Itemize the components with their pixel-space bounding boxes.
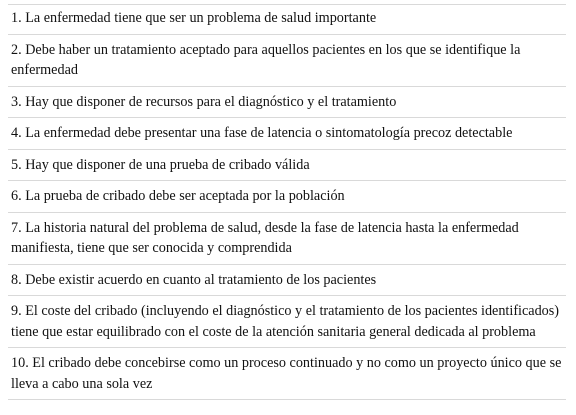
table-row [8,118,566,150]
table-row [8,264,566,296]
criterion-3: 3. Hay que disponer de recursos para el diagnóstico y el tratamiento [8,86,566,118]
criterion-7: 7. La historia natural del problema de salud, desde la fase de latencia hasta la enfermedad manifiesta, tiene que ser conocida y comprendida [8,212,566,264]
table-row [8,296,566,348]
criterion-8: 8. Debe existir acuerdo en cuanto al tratamiento de los pacientes [8,264,566,296]
criterion-9: 9. El coste del cribado (incluyendo el diagnóstico y el tratamiento de los pacientes identificados) tiene que estar equilibrado con el coste de la atención sanitaria general dedicada al problema [8,296,566,348]
screening-criteria-table [8,4,566,400]
criterion-1: 1. La enfermedad tiene que ser un problema de salud importante [8,5,566,35]
table-row [8,34,566,86]
criterion-5: 5. Hay que disponer de una prueba de cribado válida [8,149,566,181]
criterion-10: 10. El cribado debe concebirse como un proceso continuado y no como un proyecto único que se lleva a cabo una sola vez [8,348,566,400]
criterion-6: 6. La prueba de cribado debe ser aceptada por la población [8,181,566,213]
table-row [8,181,566,213]
table-row [8,348,566,400]
table-row [8,86,566,118]
table-row [8,5,566,35]
criterion-4: 4. La enfermedad debe presentar una fase de latencia o sintomatología precoz detectable [8,118,566,150]
table-row [8,212,566,264]
table-row [8,149,566,181]
criterion-2: 2. Debe haber un tratamiento aceptado para aquellos pacientes en los que se identifique la enfermedad [8,34,566,86]
criteria-list [8,5,566,400]
